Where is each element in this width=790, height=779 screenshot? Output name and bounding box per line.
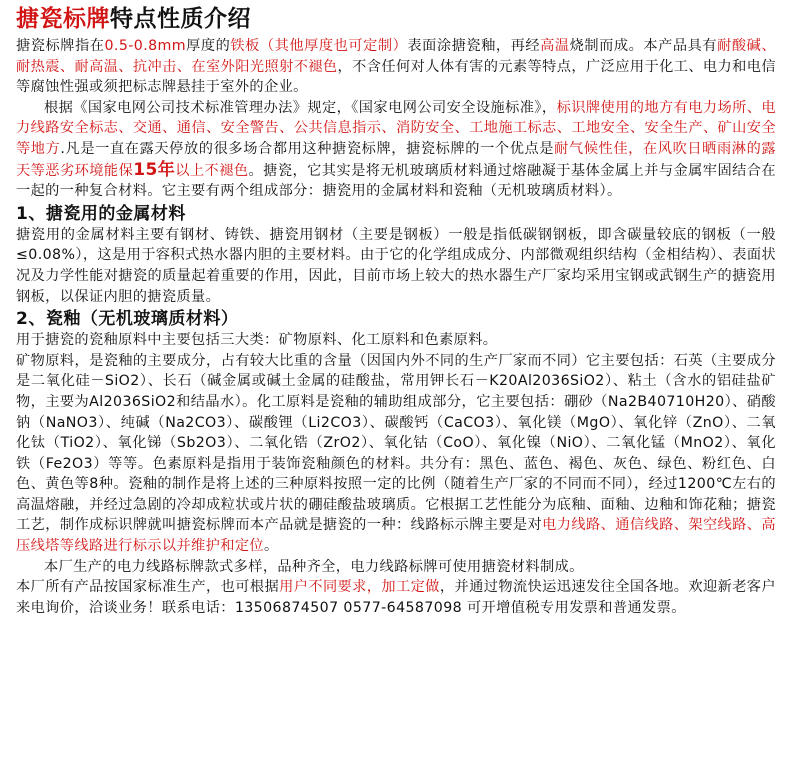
text: 厚度的: [186, 38, 231, 54]
glaze-paragraph: [16, 351, 776, 557]
factory-paragraph: 本厂生产的电力线路标牌款式多样，品种齐全，电力线路标牌可使用搪瓷材料制成。: [44, 558, 584, 575]
highlight-years: 15年: [133, 159, 176, 180]
glaze-intro: 用于搪瓷的瓷釉原料中主要包括三大类：矿物原料、化工原料和色素原料。: [16, 332, 498, 349]
standard-paragraph: [16, 98, 776, 202]
highlight: 以上不褪色: [175, 162, 249, 179]
text: ，并通过物流快运迅速发往全国各地。欢迎新老客户来电询价，洽谈业务！联系电话：13506874507 0577-64587098 可开增值税专用发票和普通发票。: [16, 579, 777, 616]
intro-paragraph: [16, 36, 776, 98]
text: 矿物原料，是瓷釉的主要成分，占有较大比重的含量（因国内外不同的生产厂家而不同）它主要包括：石英（主要成分是二氧化硅－SiO2）、长石（碱金属或碱土金属的硅酸盐，常用钾长石－K20Al2036SiO2）、粘土（含水的铝硅盐矿物，主要为Al2036SiO2和结晶水）。化工原料是瓷釉的辅助组成部分，它主要包括：硼砂（Na2B40710H20）、硝酸钠（NaNO3）、纯碱（Na2CO3）、碳酸锂（Li2CO3）、碳酸钙（CaCO3）、氧化镁（MgO）、氧化锌（ZnO）、二氧化钛（TiO2）、氧化锑（Sb2O3）、二氧化锆（ZrO2）、氧化钴（CoO）、氧化镍（NiO）、二氧化锰（MnO2）、氧化铁（Fe2O3）等等。色素原料是指用于装饰瓷釉颜色的材料。共分有：黑色、蓝色、褐色、灰色、绿色、粉红色、白色、黄色等8种。瓷釉的制作是将上述的三种原料按照一定的比例（随着生产厂家的不同而不同），经过1200℃左右的高温熔融，并经过急剧的冷却成粒状或片状的硼硅酸盐玻璃质。它根据工艺性能分为底釉、面釉、边釉和饰花釉；搪瓷工艺，制作成标识牌就叫搪瓷标牌而本产品就是搪瓷的一种：线路标示牌主要是对: [16, 352, 776, 534]
highlight: 耐酸碱、耐热震、耐高温、抗冲击、在室外阳光照射不褪色: [16, 38, 776, 75]
text: 表面涂搪瓷釉，再经: [407, 38, 541, 54]
title-black: 特点性质介绍: [110, 6, 251, 32]
text: 。: [264, 538, 279, 555]
title-red: 搪瓷标牌: [16, 6, 110, 32]
highlight: 标识牌使用的地方有电力场所、电力线路安全标志、交通、通信、安全警告、公共信息指示、消防安全、工地施工标志、工地安全、安全生产、矿山安全等地方: [16, 99, 776, 157]
highlight: 用户不同要求，加工定做: [279, 579, 440, 596]
text: ，不含任何对人体有害的元素等特点，广泛应用于化工、电力和电信等腐蚀性强或须把标志牌悬挂于室外的企业。: [16, 58, 776, 96]
contact-paragraph: [16, 577, 776, 618]
page-title: [16, 2, 776, 36]
text: .凡是一直在露天停放的很多场合都用这种搪瓷标牌，搪瓷标牌的一个优点是: [60, 140, 555, 157]
highlight: 电力线路、通信线路、架空线路、高压线塔等线路进行标示以并维护和定位: [16, 517, 776, 555]
text: 根据《国家电网公司技术标准管理办法》规定，《国家电网公司安全设施标准》，: [44, 99, 557, 116]
text: 搪瓷标牌指在: [16, 38, 105, 54]
highlight: 0.5-0.8mm: [104, 38, 186, 54]
text: 烧制而成。本产品具有: [569, 38, 718, 54]
section-heading-metal: 1、搪瓷用的金属材料: [16, 203, 186, 224]
text: 。搪瓷，它其实是将无机玻璃质材料通过熔融凝于基体金属上并与金属牢固结合在一起的一种复合材料。它主要有两个组成部分：搪瓷用的金属材料和瓷釉（无机玻璃质材料）。: [16, 162, 776, 200]
highlight: 铁板（其他厚度也可定制）: [230, 38, 408, 54]
highlight: 高温: [540, 38, 570, 54]
metal-paragraph: 搪瓷用的金属材料主要有钢材、铸铁、搪瓷用钢材（主要是钢板）一般是指低碳钢钢板，即含碳量较底的钢板（一般≤0.08%），这是用于容积式热水器内胆的主要材料。由于它的化学组成成分、内部微观组织结构（金相结构）、表面状况及力学性能对搪瓷的质量起着重要的作用，因此，目前市场上较大的热水器生产厂家均采用宝钢或武钢生产的搪瓷用钢板，以保证内胆的搪瓷质量。: [16, 226, 776, 305]
section-heading-glaze: 2、瓷釉（无机玻璃质材料）: [16, 309, 239, 330]
highlight: 耐气候性佳，在风吹日晒雨淋的露天等恶劣环境能保: [16, 140, 776, 179]
text: 本厂所有产品按国家标准生产，也可根据: [16, 579, 280, 596]
